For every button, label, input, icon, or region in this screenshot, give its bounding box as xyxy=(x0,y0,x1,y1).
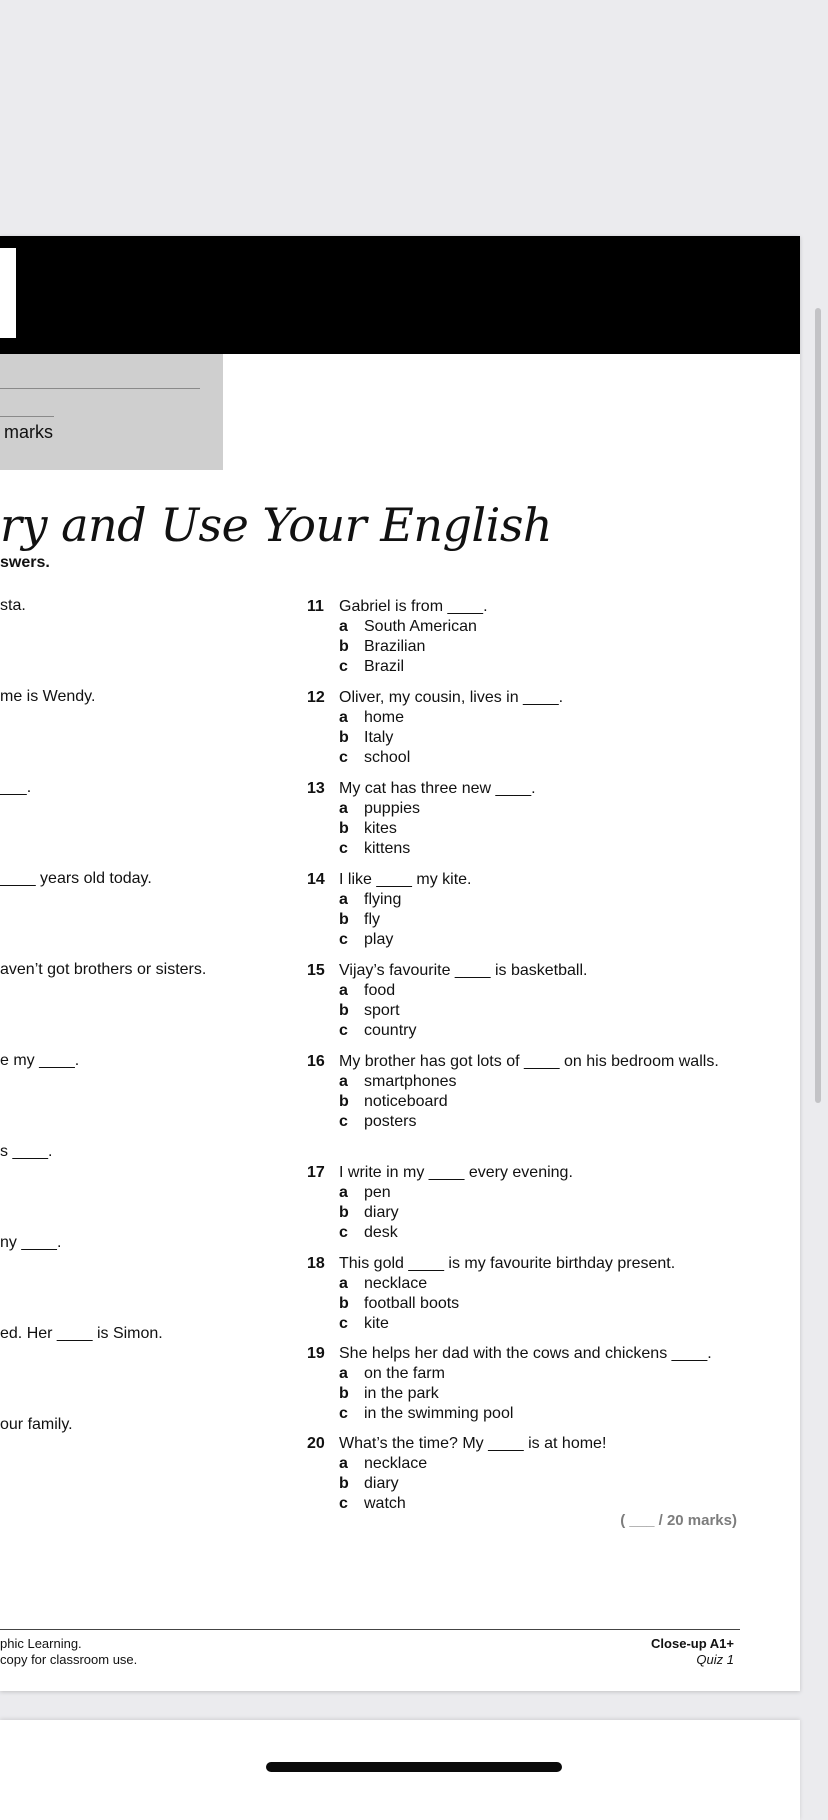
question-11 xyxy=(307,597,727,677)
option-text: school xyxy=(364,749,411,766)
option-letter: a xyxy=(339,1365,348,1382)
footer-left-line2: copy for classroom use. xyxy=(0,1652,138,1667)
question-text: Oliver, my cousin, lives in ____. xyxy=(339,689,564,706)
option-text: South American xyxy=(364,618,477,635)
header-tab xyxy=(0,248,16,338)
option-text: kite xyxy=(364,1315,389,1332)
option-letter: c xyxy=(339,1113,348,1130)
option-letter: b xyxy=(339,820,349,837)
option-text: kittens xyxy=(364,840,411,857)
option-text: football boots xyxy=(364,1295,460,1312)
option-text: Italy xyxy=(364,729,394,746)
question-number: 20 xyxy=(307,1435,325,1452)
option-text: kites xyxy=(364,820,397,837)
question-number: 12 xyxy=(307,689,325,706)
left-question-fragment: our family. xyxy=(0,1416,73,1433)
question-text: What’s the time? My ____ is at home! xyxy=(339,1435,607,1452)
option-text: Brazil xyxy=(364,658,405,675)
option-letter: a xyxy=(339,982,348,999)
option-letter: a xyxy=(339,1184,348,1201)
section-instruction: swers. xyxy=(0,554,50,571)
option-text: necklace xyxy=(364,1275,428,1292)
option-text: diary xyxy=(364,1475,399,1492)
score-info-box xyxy=(0,354,223,470)
question-text: She helps her dad with the cows and chickens ____. xyxy=(339,1345,712,1362)
option-letter: c xyxy=(339,1224,348,1241)
question-text: This gold ____ is my favourite birthday present. xyxy=(339,1255,676,1272)
option-letter: c xyxy=(339,658,348,675)
option-letter: b xyxy=(339,1204,349,1221)
option-letter: b xyxy=(339,1295,349,1312)
left-question-fragment: aven’t got brothers or sisters. xyxy=(0,961,207,978)
question-20 xyxy=(307,1434,727,1514)
option-text: pen xyxy=(364,1184,391,1201)
question-text: My brother has got lots of ____ on his bedroom walls. xyxy=(339,1053,719,1070)
option-letter: c xyxy=(339,1405,348,1422)
question-number: 19 xyxy=(307,1345,325,1362)
question-number: 18 xyxy=(307,1255,325,1272)
question-number: 11 xyxy=(307,598,324,615)
option-letter: b xyxy=(339,1475,349,1492)
question-15 xyxy=(307,961,727,1041)
question-number: 17 xyxy=(307,1164,325,1181)
question-text: Gabriel is from ____. xyxy=(339,598,488,615)
option-text: play xyxy=(364,931,394,948)
footer-left-line1: phic Learning. xyxy=(0,1636,82,1651)
section-title: ry and Use Your English xyxy=(0,498,553,552)
option-letter: b xyxy=(339,729,349,746)
question-text: I like ____ my kite. xyxy=(339,871,472,888)
question-16 xyxy=(307,1052,727,1132)
option-text: in the park xyxy=(364,1385,439,1402)
footer-quiz: Quiz 1 xyxy=(696,1652,734,1667)
option-text: in the swimming pool xyxy=(364,1405,514,1422)
question-text: My cat has three new ____. xyxy=(339,780,536,797)
option-letter: c xyxy=(339,749,348,766)
option-letter: c xyxy=(339,840,348,857)
option-letter: c xyxy=(339,1022,348,1039)
question-text: Vijay’s favourite ____ is basketball. xyxy=(339,962,588,979)
option-text: food xyxy=(364,982,396,999)
option-letter: b xyxy=(339,911,349,928)
option-letter: b xyxy=(339,1093,349,1110)
question-number: 13 xyxy=(307,780,325,797)
question-18 xyxy=(307,1254,727,1334)
question-text: I write in my ____ every evening. xyxy=(339,1164,573,1181)
vertical-scrollbar[interactable] xyxy=(815,308,821,1103)
question-12 xyxy=(307,688,727,768)
option-text: diary xyxy=(364,1204,399,1221)
option-text: on the farm xyxy=(364,1365,445,1382)
option-text: smartphones xyxy=(364,1073,457,1090)
option-text: posters xyxy=(364,1113,417,1130)
footer-rule xyxy=(0,1629,740,1630)
option-text: flying xyxy=(364,891,402,908)
left-question-fragment: s ____. xyxy=(0,1143,53,1160)
footer-course: Close-up A1+ xyxy=(651,1636,734,1651)
option-text: necklace xyxy=(364,1455,428,1472)
score-line xyxy=(0,416,54,417)
left-question-fragment: ___. xyxy=(0,779,32,796)
option-letter: a xyxy=(339,1275,348,1292)
option-text: Brazilian xyxy=(364,638,426,655)
option-text: fly xyxy=(364,911,380,928)
option-text: puppies xyxy=(364,800,421,817)
option-letter: b xyxy=(339,1385,349,1402)
left-question-fragment: e my ____. xyxy=(0,1052,80,1069)
option-text: watch xyxy=(364,1495,406,1512)
footer-course-info xyxy=(651,1636,734,1668)
left-question-fragment: ny ____. xyxy=(0,1234,62,1251)
question-number: 15 xyxy=(307,962,325,979)
question-17 xyxy=(307,1163,727,1243)
option-letter: a xyxy=(339,1073,348,1090)
option-letter: a xyxy=(339,1455,348,1472)
option-text: home xyxy=(364,709,405,726)
header-bar xyxy=(0,236,800,354)
footer-copyright xyxy=(0,1636,137,1668)
worksheet-page xyxy=(0,236,800,1691)
marks-label: marks xyxy=(4,422,53,442)
option-letter: b xyxy=(339,1002,349,1019)
option-letter: c xyxy=(339,1315,348,1332)
option-letter: a xyxy=(339,891,348,908)
marks-total: ( ___ / 20 marks) xyxy=(620,1512,737,1529)
left-question-fragment: ed. Her ____ is Simon. xyxy=(0,1325,163,1342)
question-number: 14 xyxy=(307,871,325,888)
left-question-fragment: sta. xyxy=(0,597,26,614)
option-letter: a xyxy=(339,800,348,817)
left-question-fragment: me is Wendy. xyxy=(0,688,96,705)
option-letter: c xyxy=(339,931,348,948)
left-question-fragment: ____ years old today. xyxy=(0,870,152,887)
question-14 xyxy=(307,870,727,950)
option-letter: a xyxy=(339,709,348,726)
option-letter: a xyxy=(339,618,348,635)
question-13 xyxy=(307,779,727,859)
name-line xyxy=(0,388,200,389)
option-text: noticeboard xyxy=(364,1093,448,1110)
question-number: 16 xyxy=(307,1053,325,1070)
option-text: desk xyxy=(364,1224,398,1241)
option-letter: b xyxy=(339,638,349,655)
home-indicator[interactable] xyxy=(266,1762,562,1772)
option-text: country xyxy=(364,1022,417,1039)
question-19 xyxy=(307,1344,727,1424)
option-letter: c xyxy=(339,1495,348,1512)
option-text: sport xyxy=(364,1002,400,1019)
